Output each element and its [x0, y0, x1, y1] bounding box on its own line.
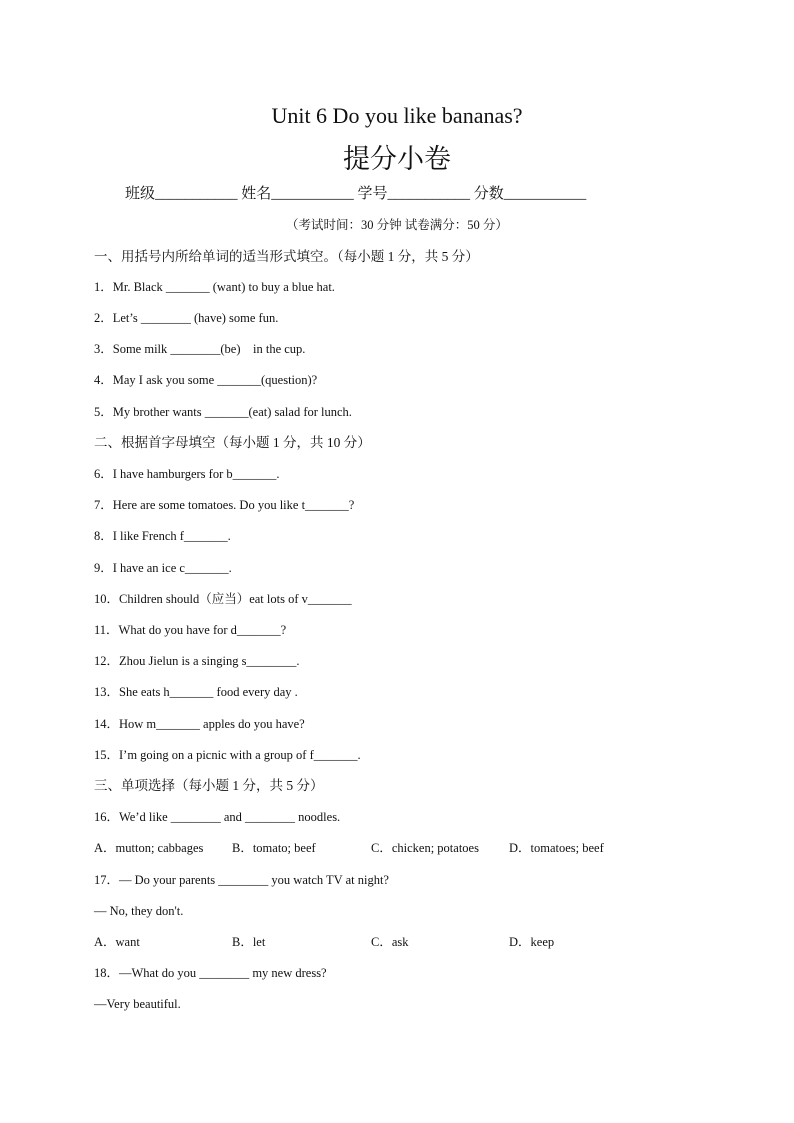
option-17-a: A．want: [94, 935, 140, 949]
option-17-d: D．keep: [509, 935, 555, 949]
section-heading-2: 二、根据首字母填空（每小题 1 分，共 10 分）: [94, 435, 371, 450]
student-info-row: 班级___________ 姓名___________ 学号___________ 分数___________: [125, 186, 587, 202]
option-17-b: B．let: [232, 935, 266, 949]
question-5: 5．My brother wants _______(eat) salad for lunch.: [94, 405, 352, 419]
question-14: 14．How m_______ apples do you have?: [94, 717, 305, 731]
section-heading-3: 三、单项选择（每小题 1 分，共 5 分）: [94, 778, 324, 793]
question-6: 6．I have hamburgers for b_______.: [94, 467, 280, 481]
question-17: 17．— Do your parents ________ you watch TV at night?: [94, 873, 389, 887]
section-heading-1: 一、用括号内所给单词的适当形式填空。（每小题 1 分，共 5 分）: [94, 249, 479, 264]
option-16-c: C．chicken; potatoes: [371, 841, 479, 855]
question-2: 2．Let’s ________ (have) some fun.: [94, 311, 279, 325]
question-7: 7．Here are some tomatoes. Do you like t_______?: [94, 498, 355, 512]
option-17-c: C．ask: [371, 935, 409, 949]
question-18-reply: —Very beautiful.: [94, 997, 181, 1011]
question-11: 11．What do you have for d_______?: [94, 623, 287, 637]
question-15: 15．I’m going on a picnic with a group of f_______.: [94, 748, 361, 762]
question-4: 4．May I ask you some _______(question)?: [94, 373, 318, 387]
page-title: Unit 6 Do you like bananas?: [271, 103, 523, 128]
option-16-b: B．tomato; beef: [232, 841, 316, 855]
question-8: 8．I like French f_______.: [94, 529, 231, 543]
page-subtitle: 提分小卷: [343, 144, 451, 174]
question-18: 18．—What do you ________ my new dress?: [94, 966, 327, 980]
option-16-a: A．mutton; cabbages: [94, 841, 204, 855]
question-10: 10．Children should（应当）eat lots of v_______: [94, 592, 352, 606]
option-16-d: D．tomatoes; beef: [509, 841, 604, 855]
exam-meta: （考试时间：30 分钟 试卷满分：50 分）: [286, 218, 508, 232]
question-9: 9．I have an ice c_______.: [94, 561, 232, 575]
question-3: 3．Some milk ________(be) in the cup.: [94, 342, 306, 356]
question-16: 16．We’d like ________ and ________ noodles.: [94, 810, 341, 824]
question-13: 13．She eats h_______ food every day .: [94, 685, 298, 699]
question-1: 1．Mr. Black _______ (want) to buy a blue hat.: [94, 280, 335, 294]
question-17-reply: — No, they don't.: [94, 904, 184, 918]
question-12: 12．Zhou Jielun is a singing s________.: [94, 654, 300, 668]
